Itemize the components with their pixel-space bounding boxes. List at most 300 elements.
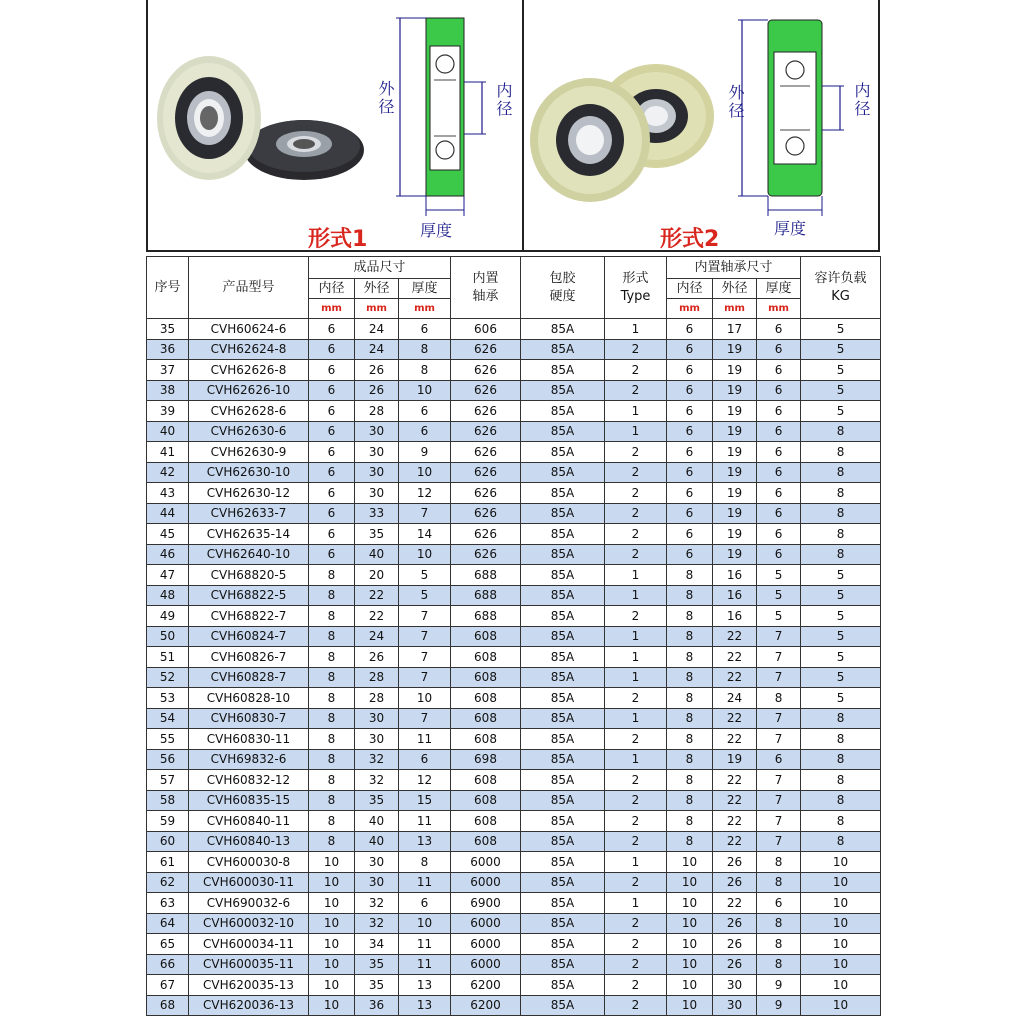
cell-inner-dia: 6 xyxy=(309,319,355,340)
cell-bearing-outer-dia: 26 xyxy=(713,954,757,975)
cell-bearing-inner-dia: 10 xyxy=(667,893,713,914)
cell-seq: 56 xyxy=(147,749,189,770)
cell-inner-dia: 8 xyxy=(309,647,355,668)
cell-outer-dia: 34 xyxy=(355,934,399,955)
table-row xyxy=(147,565,881,586)
cell-outer-dia: 24 xyxy=(355,339,399,360)
cell-bearing: 608 xyxy=(451,708,521,729)
cell-seq: 66 xyxy=(147,954,189,975)
cell-bearing-thickness: 5 xyxy=(757,606,801,627)
cell-thickness: 7 xyxy=(399,626,451,647)
cell-bearing-outer-dia: 22 xyxy=(713,893,757,914)
cell-model: CVH62626-10 xyxy=(189,380,309,401)
cell-seq: 44 xyxy=(147,503,189,524)
table-row xyxy=(147,852,881,873)
table-row xyxy=(147,462,881,483)
cell-bearing-outer-dia: 22 xyxy=(713,729,757,750)
unit-mm: mm xyxy=(713,299,757,319)
cell-form-type: 1 xyxy=(605,626,667,647)
cell-load: 5 xyxy=(801,688,881,709)
cell-bearing-outer-dia: 22 xyxy=(713,790,757,811)
header-rubber-hardness xyxy=(521,257,605,319)
cell-thickness: 13 xyxy=(399,995,451,1016)
cell-inner-dia: 6 xyxy=(309,360,355,381)
cell-model: CVH600032-10 xyxy=(189,913,309,934)
table-row xyxy=(147,995,881,1016)
header-outer-dia: 外径 xyxy=(355,279,399,299)
cell-bearing: 688 xyxy=(451,585,521,606)
cell-model: CVH62635-14 xyxy=(189,524,309,545)
cell-load: 8 xyxy=(801,811,881,832)
cell-bearing: 608 xyxy=(451,729,521,750)
cell-bearing-inner-dia: 10 xyxy=(667,995,713,1016)
cell-inner-dia: 10 xyxy=(309,852,355,873)
cell-bearing-outer-dia: 16 xyxy=(713,565,757,586)
cell-model: CVH68822-7 xyxy=(189,606,309,627)
cell-thickness: 6 xyxy=(399,421,451,442)
cell-seq: 43 xyxy=(147,483,189,504)
table-row xyxy=(147,401,881,422)
table-row xyxy=(147,770,881,791)
cell-inner-dia: 6 xyxy=(309,442,355,463)
cell-form-type: 1 xyxy=(605,565,667,586)
cell-bearing-outer-dia: 19 xyxy=(713,749,757,770)
cell-inner-dia: 8 xyxy=(309,831,355,852)
cell-inner-dia: 8 xyxy=(309,770,355,791)
header-bearing-line1: 内置 xyxy=(472,270,499,286)
cell-seq: 42 xyxy=(147,462,189,483)
cell-inner-dia: 8 xyxy=(309,811,355,832)
table-row xyxy=(147,421,881,442)
cell-outer-dia: 33 xyxy=(355,503,399,524)
header-bearing-outer-dia: 外径 xyxy=(713,279,757,299)
table-row xyxy=(147,380,881,401)
cell-outer-dia: 28 xyxy=(355,667,399,688)
unit-mm: mm xyxy=(309,299,355,319)
cell-inner-dia: 10 xyxy=(309,995,355,1016)
cell-bearing-inner-dia: 8 xyxy=(667,831,713,852)
cell-load: 5 xyxy=(801,360,881,381)
cell-seq: 46 xyxy=(147,544,189,565)
cell-inner-dia: 10 xyxy=(309,954,355,975)
header-finished-size: 成品尺寸 xyxy=(309,257,451,279)
cell-bearing: 626 xyxy=(451,442,521,463)
cell-model: CVH620035-13 xyxy=(189,975,309,996)
cell-model: CVH62630-9 xyxy=(189,442,309,463)
cell-rubber-hardness: 85A xyxy=(521,380,605,401)
cell-model: CVH600035-11 xyxy=(189,954,309,975)
thickness-label: 厚度 xyxy=(420,221,453,240)
cell-load: 5 xyxy=(801,585,881,606)
cell-rubber-hardness: 85A xyxy=(521,831,605,852)
cell-load: 5 xyxy=(801,339,881,360)
cell-outer-dia: 20 xyxy=(355,565,399,586)
inner-diameter-label: 内径 xyxy=(494,82,513,118)
cell-rubber-hardness: 85A xyxy=(521,688,605,709)
cell-rubber-hardness: 85A xyxy=(521,811,605,832)
cell-inner-dia: 6 xyxy=(309,401,355,422)
cell-outer-dia: 36 xyxy=(355,995,399,1016)
cell-model: CVH68822-5 xyxy=(189,585,309,606)
cell-outer-dia: 26 xyxy=(355,360,399,381)
cell-form-type: 2 xyxy=(605,503,667,524)
cell-load: 10 xyxy=(801,852,881,873)
cell-bearing-outer-dia: 19 xyxy=(713,503,757,524)
cell-form-type: 2 xyxy=(605,811,667,832)
cell-form-type: 2 xyxy=(605,934,667,955)
cell-load: 8 xyxy=(801,831,881,852)
cell-seq: 53 xyxy=(147,688,189,709)
cell-rubber-hardness: 85A xyxy=(521,872,605,893)
cell-thickness: 10 xyxy=(399,380,451,401)
cell-bearing-inner-dia: 6 xyxy=(667,462,713,483)
cell-load: 8 xyxy=(801,749,881,770)
cell-bearing: 626 xyxy=(451,524,521,545)
cell-bearing-inner-dia: 8 xyxy=(667,667,713,688)
cell-rubber-hardness: 85A xyxy=(521,524,605,545)
cell-load: 5 xyxy=(801,647,881,668)
cell-bearing-inner-dia: 6 xyxy=(667,360,713,381)
cell-outer-dia: 30 xyxy=(355,421,399,442)
cell-bearing-inner-dia: 10 xyxy=(667,954,713,975)
cell-form-type: 2 xyxy=(605,606,667,627)
cell-form-type: 1 xyxy=(605,401,667,422)
header-form-type xyxy=(605,257,667,319)
cell-model: CVH60830-11 xyxy=(189,729,309,750)
cell-bearing-inner-dia: 6 xyxy=(667,339,713,360)
cell-model: CVH62630-6 xyxy=(189,421,309,442)
cell-bearing-outer-dia: 26 xyxy=(713,913,757,934)
cell-model: CVH600030-8 xyxy=(189,852,309,873)
cell-bearing-outer-dia: 19 xyxy=(713,462,757,483)
cell-outer-dia: 30 xyxy=(355,852,399,873)
cell-bearing: 6000 xyxy=(451,954,521,975)
cell-bearing-thickness: 7 xyxy=(757,708,801,729)
table-row xyxy=(147,893,881,914)
table-row xyxy=(147,729,881,750)
cell-rubber-hardness: 85A xyxy=(521,544,605,565)
header-thickness: 厚度 xyxy=(399,279,451,299)
cell-bearing-thickness: 8 xyxy=(757,688,801,709)
cell-model: CVH600034-11 xyxy=(189,934,309,955)
cell-bearing-outer-dia: 22 xyxy=(713,708,757,729)
cell-outer-dia: 22 xyxy=(355,606,399,627)
cell-rubber-hardness: 85A xyxy=(521,975,605,996)
cell-bearing-thickness: 8 xyxy=(757,934,801,955)
cell-seq: 55 xyxy=(147,729,189,750)
cell-outer-dia: 30 xyxy=(355,442,399,463)
cell-rubber-hardness: 85A xyxy=(521,565,605,586)
cell-thickness: 6 xyxy=(399,893,451,914)
cell-bearing: 606 xyxy=(451,319,521,340)
cell-load: 5 xyxy=(801,565,881,586)
cell-thickness: 7 xyxy=(399,503,451,524)
cell-rubber-hardness: 85A xyxy=(521,729,605,750)
cell-outer-dia: 26 xyxy=(355,647,399,668)
cell-outer-dia: 35 xyxy=(355,975,399,996)
cell-bearing-thickness: 6 xyxy=(757,503,801,524)
cell-bearing-thickness: 6 xyxy=(757,421,801,442)
cell-bearing: 608 xyxy=(451,811,521,832)
cell-bearing-thickness: 6 xyxy=(757,401,801,422)
cell-bearing-thickness: 7 xyxy=(757,790,801,811)
unit-mm: mm xyxy=(667,299,713,319)
cell-model: CVH60826-7 xyxy=(189,647,309,668)
cell-bearing-outer-dia: 16 xyxy=(713,585,757,606)
cell-bearing-inner-dia: 8 xyxy=(667,606,713,627)
cell-inner-dia: 6 xyxy=(309,483,355,504)
header-rubber-line1: 包胶 xyxy=(549,270,576,286)
table-row xyxy=(147,872,881,893)
cell-seq: 61 xyxy=(147,852,189,873)
cell-inner-dia: 6 xyxy=(309,524,355,545)
cell-bearing-thickness: 6 xyxy=(757,339,801,360)
table-row xyxy=(147,360,881,381)
cell-bearing-thickness: 6 xyxy=(757,360,801,381)
table-row xyxy=(147,647,881,668)
cell-outer-dia: 40 xyxy=(355,544,399,565)
cell-seq: 58 xyxy=(147,790,189,811)
cell-model: CVH60624-6 xyxy=(189,319,309,340)
cell-model: CVH62630-10 xyxy=(189,462,309,483)
cell-seq: 62 xyxy=(147,872,189,893)
cell-seq: 52 xyxy=(147,667,189,688)
cell-seq: 47 xyxy=(147,565,189,586)
cell-inner-dia: 8 xyxy=(309,667,355,688)
cell-form-type: 2 xyxy=(605,380,667,401)
cell-bearing: 6000 xyxy=(451,913,521,934)
cell-thickness: 7 xyxy=(399,606,451,627)
cell-bearing: 6000 xyxy=(451,852,521,873)
cell-bearing-outer-dia: 22 xyxy=(713,647,757,668)
cell-thickness: 10 xyxy=(399,688,451,709)
cell-rubber-hardness: 85A xyxy=(521,462,605,483)
cell-thickness: 7 xyxy=(399,708,451,729)
cell-bearing-inner-dia: 10 xyxy=(667,872,713,893)
cell-form-type: 2 xyxy=(605,954,667,975)
cell-form-type: 2 xyxy=(605,483,667,504)
cell-outer-dia: 24 xyxy=(355,626,399,647)
outer-diameter-label: 外径 xyxy=(376,80,395,116)
cell-bearing-outer-dia: 22 xyxy=(713,831,757,852)
header-inner-dia: 内径 xyxy=(309,279,355,299)
header-bearing-size: 内置轴承尺寸 xyxy=(667,257,801,279)
cell-bearing-outer-dia: 17 xyxy=(713,319,757,340)
cell-bearing-thickness: 7 xyxy=(757,729,801,750)
cell-model: CVH62630-12 xyxy=(189,483,309,504)
header-bearing-inner-dia: 内径 xyxy=(667,279,713,299)
cell-thickness: 6 xyxy=(399,401,451,422)
cell-seq: 54 xyxy=(147,708,189,729)
cell-bearing-inner-dia: 6 xyxy=(667,483,713,504)
cell-inner-dia: 8 xyxy=(309,585,355,606)
cell-form-type: 2 xyxy=(605,462,667,483)
cell-form-type: 2 xyxy=(605,544,667,565)
cell-bearing-inner-dia: 8 xyxy=(667,626,713,647)
cell-thickness: 7 xyxy=(399,667,451,688)
cell-outer-dia: 32 xyxy=(355,913,399,934)
cell-bearing: 626 xyxy=(451,544,521,565)
cell-rubber-hardness: 85A xyxy=(521,401,605,422)
table-row xyxy=(147,544,881,565)
cell-thickness: 8 xyxy=(399,852,451,873)
cell-inner-dia: 6 xyxy=(309,462,355,483)
cell-rubber-hardness: 85A xyxy=(521,667,605,688)
table-row xyxy=(147,975,881,996)
cell-bearing: 6200 xyxy=(451,975,521,996)
cell-bearing: 608 xyxy=(451,770,521,791)
cell-bearing-thickness: 7 xyxy=(757,770,801,791)
cell-form-type: 1 xyxy=(605,708,667,729)
cell-bearing: 626 xyxy=(451,360,521,381)
form1-product-photo xyxy=(154,50,384,200)
cell-model: CVH62628-6 xyxy=(189,401,309,422)
cell-inner-dia: 8 xyxy=(309,565,355,586)
cell-bearing-outer-dia: 19 xyxy=(713,421,757,442)
cell-rubber-hardness: 85A xyxy=(521,913,605,934)
cell-bearing-outer-dia: 24 xyxy=(713,688,757,709)
cell-bearing-outer-dia: 19 xyxy=(713,524,757,545)
cell-bearing-inner-dia: 6 xyxy=(667,421,713,442)
cell-thickness: 11 xyxy=(399,872,451,893)
header-load-line1: 容许负载 xyxy=(814,270,867,286)
cell-load: 8 xyxy=(801,503,881,524)
header-bearing-line2: 轴承 xyxy=(472,288,499,304)
cell-bearing: 608 xyxy=(451,626,521,647)
cell-form-type: 2 xyxy=(605,729,667,750)
cell-bearing-outer-dia: 19 xyxy=(713,401,757,422)
cell-form-type: 2 xyxy=(605,360,667,381)
cell-load: 8 xyxy=(801,524,881,545)
cell-bearing-inner-dia: 6 xyxy=(667,544,713,565)
cell-bearing-inner-dia: 6 xyxy=(667,401,713,422)
cell-rubber-hardness: 85A xyxy=(521,626,605,647)
header-bearing xyxy=(451,257,521,319)
cell-form-type: 1 xyxy=(605,585,667,606)
cell-bearing-inner-dia: 8 xyxy=(667,749,713,770)
table-row xyxy=(147,442,881,463)
cell-rubber-hardness: 85A xyxy=(521,934,605,955)
cell-thickness: 8 xyxy=(399,339,451,360)
table-row xyxy=(147,483,881,504)
cell-thickness: 8 xyxy=(399,360,451,381)
cell-bearing-inner-dia: 10 xyxy=(667,934,713,955)
cell-bearing-thickness: 6 xyxy=(757,749,801,770)
cell-bearing: 608 xyxy=(451,688,521,709)
cell-bearing-inner-dia: 6 xyxy=(667,380,713,401)
cell-rubber-hardness: 85A xyxy=(521,995,605,1016)
cell-inner-dia: 6 xyxy=(309,380,355,401)
cell-form-type: 2 xyxy=(605,913,667,934)
cell-seq: 38 xyxy=(147,380,189,401)
cell-rubber-hardness: 85A xyxy=(521,852,605,873)
cell-inner-dia: 10 xyxy=(309,872,355,893)
table-row xyxy=(147,749,881,770)
table-row xyxy=(147,339,881,360)
table-row xyxy=(147,626,881,647)
header-rubber-line2: 硬度 xyxy=(549,288,576,304)
cell-seq: 57 xyxy=(147,770,189,791)
spec-table xyxy=(146,256,881,1016)
cell-load: 10 xyxy=(801,954,881,975)
cell-outer-dia: 26 xyxy=(355,380,399,401)
cell-inner-dia: 8 xyxy=(309,790,355,811)
cell-load: 8 xyxy=(801,770,881,791)
header-load xyxy=(801,257,881,319)
cell-load: 10 xyxy=(801,893,881,914)
cell-bearing-inner-dia: 8 xyxy=(667,585,713,606)
cell-load: 10 xyxy=(801,872,881,893)
form1-panel xyxy=(146,0,522,252)
table-row xyxy=(147,606,881,627)
cell-load: 8 xyxy=(801,790,881,811)
cell-bearing-outer-dia: 22 xyxy=(713,770,757,791)
cell-seq: 51 xyxy=(147,647,189,668)
cell-rubber-hardness: 85A xyxy=(521,606,605,627)
cell-rubber-hardness: 85A xyxy=(521,585,605,606)
cell-thickness: 5 xyxy=(399,585,451,606)
cell-form-type: 2 xyxy=(605,339,667,360)
cell-bearing: 698 xyxy=(451,749,521,770)
table-row xyxy=(147,954,881,975)
cell-model: CVH60840-11 xyxy=(189,811,309,832)
cell-bearing-inner-dia: 8 xyxy=(667,688,713,709)
cell-thickness: 12 xyxy=(399,770,451,791)
cell-bearing-outer-dia: 19 xyxy=(713,544,757,565)
cell-bearing-inner-dia: 8 xyxy=(667,770,713,791)
cell-bearing: 626 xyxy=(451,483,521,504)
cell-inner-dia: 6 xyxy=(309,421,355,442)
cell-bearing-outer-dia: 22 xyxy=(713,626,757,647)
cell-load: 10 xyxy=(801,934,881,955)
cell-bearing: 626 xyxy=(451,401,521,422)
cell-thickness: 11 xyxy=(399,934,451,955)
cell-inner-dia: 6 xyxy=(309,544,355,565)
cell-load: 5 xyxy=(801,401,881,422)
cell-bearing-inner-dia: 8 xyxy=(667,729,713,750)
cell-bearing-inner-dia: 10 xyxy=(667,852,713,873)
cell-inner-dia: 10 xyxy=(309,975,355,996)
cell-load: 8 xyxy=(801,729,881,750)
cell-bearing: 626 xyxy=(451,421,521,442)
cell-bearing: 608 xyxy=(451,831,521,852)
cell-model: CVH62626-8 xyxy=(189,360,309,381)
cell-outer-dia: 32 xyxy=(355,893,399,914)
cell-bearing: 626 xyxy=(451,503,521,524)
table-row xyxy=(147,585,881,606)
cell-outer-dia: 35 xyxy=(355,790,399,811)
cell-thickness: 5 xyxy=(399,565,451,586)
outer-diameter-label-2: 外径 xyxy=(726,84,745,120)
cell-bearing-thickness: 6 xyxy=(757,319,801,340)
cell-bearing-thickness: 6 xyxy=(757,544,801,565)
cell-bearing-thickness: 9 xyxy=(757,995,801,1016)
cell-inner-dia: 10 xyxy=(309,893,355,914)
cell-seq: 37 xyxy=(147,360,189,381)
table-row xyxy=(147,667,881,688)
cell-rubber-hardness: 85A xyxy=(521,749,605,770)
header-seq: 序号 xyxy=(147,257,189,319)
cell-bearing-inner-dia: 6 xyxy=(667,524,713,545)
cell-thickness: 14 xyxy=(399,524,451,545)
cell-seq: 40 xyxy=(147,421,189,442)
cell-inner-dia: 8 xyxy=(309,729,355,750)
cell-model: CVH62633-7 xyxy=(189,503,309,524)
cell-outer-dia: 30 xyxy=(355,729,399,750)
table-row xyxy=(147,708,881,729)
cell-bearing-inner-dia: 8 xyxy=(667,811,713,832)
cell-seq: 39 xyxy=(147,401,189,422)
